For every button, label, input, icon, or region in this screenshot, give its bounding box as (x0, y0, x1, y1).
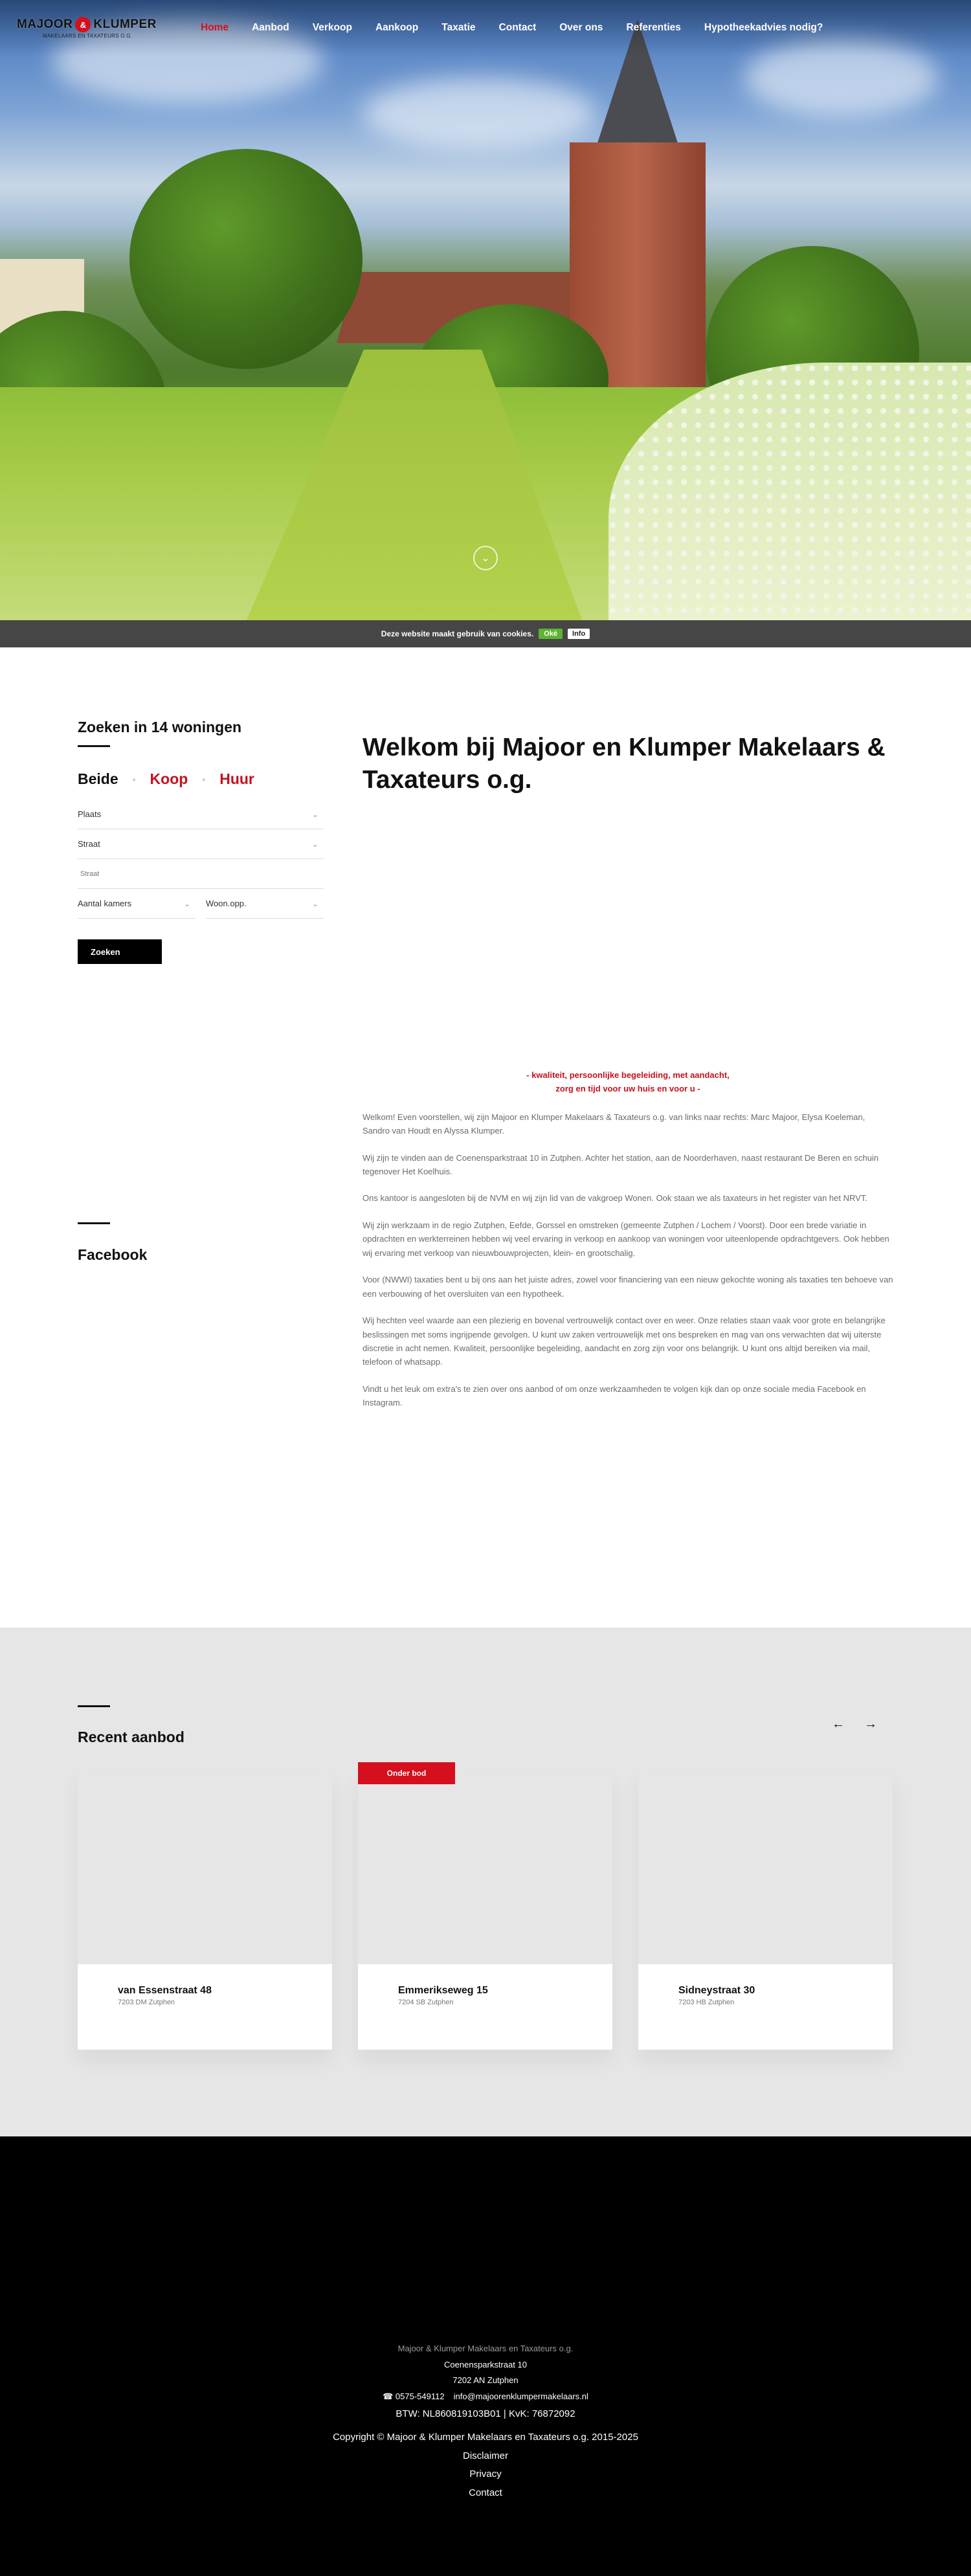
listing-photo (78, 1770, 332, 1964)
logo-mark-icon: & (75, 17, 91, 32)
chevron-down-icon: ⌄ (311, 839, 318, 849)
title-overline (78, 1705, 110, 1707)
woonopp-label: Woon.opp. (206, 899, 247, 908)
type-separator: • (132, 774, 136, 785)
nav-home[interactable]: Home (201, 22, 229, 33)
listing-info (358, 1964, 612, 2050)
main-menu (189, 16, 834, 40)
footer-copyright: Copyright © Majoor & Klumper Makelaars en Taxateurs o.g. 2015-2025 (333, 2432, 638, 2443)
footer-link-privacy[interactable]: Privacy (469, 2469, 502, 2480)
paragraph-region: Wij zijn werkzaam in de regio Zutphen, Eefde, Gorssel en omstreken (gemeente Zutphen / Lochem / Voorst). Door een brede variatie in opdrachten en werkterreinen hebben wij veel ervaring in verkoop en aankoop van woningen voor uiteenlopende opdrachtgevers. Ook hebben wij ervaring met verkoop van nieuwbouwprojecten, klein- en grootschalig. (363, 1220, 889, 1258)
chevron-down-icon: ⌄ (311, 809, 318, 819)
woonopp-select[interactable] (206, 889, 324, 919)
nav-aankoop[interactable]: Aankoop (375, 22, 419, 33)
cloud (363, 78, 596, 149)
filter-row (78, 889, 324, 919)
listing-cards (78, 1770, 893, 2050)
straat-input-row (78, 859, 324, 889)
hero-banner (0, 0, 971, 620)
listing-info (78, 1964, 332, 2050)
footer-link-disclaimer[interactable]: Disclaimer (462, 2450, 508, 2461)
tagline-line-1: - kwaliteit, persoonlijke begeleiding, met aandacht, (526, 1070, 730, 1080)
cookie-info-button[interactable]: Info (568, 629, 590, 639)
footer-phone[interactable] (383, 2389, 445, 2405)
paragraph-taxaties: Voor (NWWI) taxaties bent u bij ons aan het juiste adres, zowel voor financiering van een nieuw gekochte woning als taxaties ten behoeve van een verbouwing of het oversluiten van een hypotheek. (363, 1275, 893, 1299)
footer-email[interactable]: info@majoorenklumpermakelaars.nl (453, 2391, 588, 2402)
nav-aanbod[interactable]: Aanbod (252, 22, 289, 33)
paragraph-contact: Wij hechten veel waarde aan een plezierig en bovenal vertrouwelijk contact over en weer. Onze relaties staan vaak voor grote en belangrijke beslissingen met soms ingrijpende gevolgen. U kunt uw zaken vertrouwelijk met ons bespreken en mag van ons verwachten dat wij uiterste discretie in acht nemen. Kwaliteit, persoonlijke begeleiding, aandacht en zorg zijn voor ons belangrijk. U kunt ons altijd bereiken via mail, telefoon of whatsapp. (363, 1316, 886, 1367)
nav-verkoop[interactable]: Verkoop (312, 22, 352, 33)
footer-link-contact[interactable]: Contact (469, 2487, 502, 2498)
listing-street: Emmerikseweg 15 (398, 1985, 488, 1996)
chevron-down-icon: ⌄ (311, 899, 318, 908)
footer-contact-line (0, 2389, 971, 2405)
search-button[interactable]: Zoeken (78, 939, 162, 964)
recent-title: Recent aanbod (78, 1729, 184, 1745)
paragraph-social: Vindt u het leuk om extra's te zien over ons aanbod of om onze werkzaamheden te volgen kijk dan op onze sociale media Facebook en Instagram. (363, 1383, 866, 1408)
cookie-text: Deze website maakt gebruik van cookies. (381, 629, 534, 638)
logo-text-right: KLUMPER (93, 17, 157, 31)
type-huur[interactable]: Huur (219, 770, 254, 787)
listing-info (638, 1964, 893, 2050)
title-underline (78, 745, 110, 747)
kamers-select[interactable] (78, 889, 195, 919)
footer-phone-number: 0575-549112 (395, 2391, 445, 2402)
logo-text-left: MAJOOR (17, 17, 73, 31)
chevron-down-icon: ⌄ (481, 553, 490, 564)
kamers-label: Aantal kamers (78, 899, 132, 908)
chevron-down-icon: ⌄ (183, 899, 190, 908)
paragraph-nvm: Ons kantoor is aangesloten bij de NVM en wij zijn lid van de vakgroep Wonen. Ook staan we als taxateurs in het register van het NRVT. (363, 1193, 867, 1204)
plaats-select[interactable] (78, 800, 324, 829)
listing-card[interactable] (358, 1770, 612, 2050)
recent-listings-section (0, 1628, 971, 2136)
search-panel (78, 719, 324, 964)
paragraph-intro: Welkom! Even voorstellen, wij zijn Majoor en Klumper Makelaars & Taxateurs o.g. van links naar rechts: Marc Majoor, Elysa Koeleman, Sandro van Houdt en Alyssa Klumper. (363, 1112, 865, 1136)
straat-select[interactable] (78, 829, 324, 859)
arrow-left-icon[interactable]: ← (832, 1717, 845, 1731)
nav-referenties[interactable]: Referenties (626, 22, 681, 33)
welcome-article (363, 732, 893, 1410)
listing-city: 7203 DM Zutphen (118, 1999, 175, 2006)
nav-contact[interactable]: Contact (498, 22, 537, 33)
page-title: Welkom bij Majoor en Klumper Makelaars & Taxateurs o.g. (363, 734, 886, 794)
listing-street: van Essenstraat 48 (118, 1985, 212, 1996)
phone-icon: ☎ (383, 2391, 394, 2402)
listing-city: 7204 SB Zutphen (398, 1999, 454, 2006)
type-separator: • (202, 774, 206, 785)
type-tabs (78, 770, 324, 788)
status-badge: Onder bod (358, 1762, 455, 1784)
logo-subtitle: MAKELAARS EN TAXATEURS O.G. (43, 33, 133, 39)
content-section (0, 647, 971, 1628)
listing-city: 7203 HB Zutphen (678, 1999, 735, 2006)
arrow-right-icon[interactable]: → (864, 1717, 877, 1731)
plaats-label: Plaats (78, 809, 102, 819)
footer-zip: 7202 AN Zutphen (452, 2375, 519, 2386)
type-koop[interactable]: Koop (150, 770, 188, 787)
cookie-ok-button[interactable]: Oké (539, 629, 563, 639)
footer (0, 2136, 971, 2576)
listing-photo (358, 1770, 612, 1964)
listing-card[interactable] (78, 1770, 332, 2050)
facebook-block (78, 1222, 147, 1264)
straat-input[interactable] (78, 870, 324, 878)
logo[interactable] (17, 17, 166, 39)
top-navigation (0, 0, 971, 56)
cookie-bar (0, 620, 971, 647)
straat-label: Straat (78, 839, 100, 849)
listing-photo (638, 1770, 893, 1964)
tagline (363, 1068, 893, 1096)
footer-company: Majoor & Klumper Makelaars en Taxateurs o.g. (397, 2344, 574, 2353)
paragraph-location: Wij zijn te vinden aan de Coenensparkstraat 10 in Zutphen. Achter het station, aan de Noorderhaven, naast restaurant De Beren en schuin tegenover Het Koelhuis. (363, 1152, 879, 1176)
nav-taxatie[interactable]: Taxatie (441, 22, 476, 33)
listing-card[interactable] (638, 1770, 893, 2050)
type-beide[interactable]: Beide (78, 770, 118, 787)
tagline-line-2: zorg en tijd voor uw huis en voor u - (555, 1084, 700, 1094)
footer-street: Coenensparkstraat 10 (444, 2359, 527, 2369)
carousel-controls (832, 1717, 877, 1732)
facebook-title: Facebook (78, 1246, 148, 1263)
search-title: Zoeken in 14 woningen (78, 719, 242, 735)
nav-hypotheekadvies[interactable]: Hypotheekadvies nodig? (704, 22, 823, 33)
nav-over-ons[interactable]: Over ons (559, 22, 603, 33)
footer-btw: BTW: NL860819103B01 | KvK: 76872092 (396, 2408, 575, 2419)
listing-street: Sidneystraat 30 (678, 1985, 755, 1996)
tree (129, 149, 363, 369)
scroll-down-button[interactable] (473, 546, 498, 570)
title-overline (78, 1222, 110, 1224)
